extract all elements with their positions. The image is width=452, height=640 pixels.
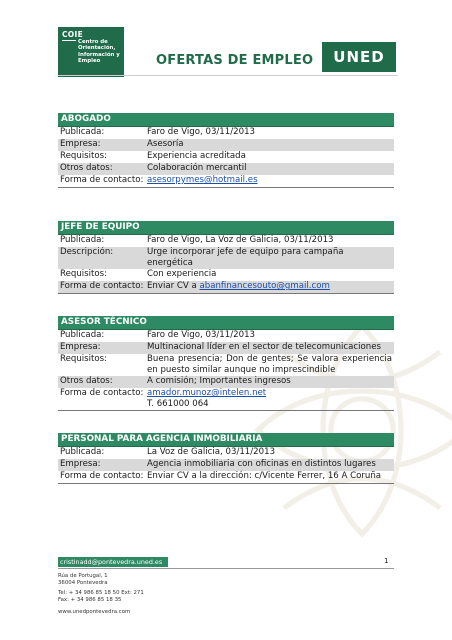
offer-row	[58, 127, 394, 139]
field-value	[147, 281, 394, 293]
uned-logo: UNED	[322, 42, 396, 72]
footer-email[interactable]: cristinadd@pontevedra.uned.es	[58, 557, 168, 567]
offer-row	[58, 376, 394, 388]
logo-desc-line: Centro de	[78, 39, 108, 45]
offer-jefe-de-equipo	[58, 221, 394, 294]
field-label: Publicada:	[60, 127, 105, 137]
field-value	[147, 175, 394, 187]
contact-email-link[interactable]: amador.munoz@intelen.net	[147, 388, 267, 398]
field-label: Otros datos:	[60, 376, 113, 386]
fax-line: Fax: + 34 986 85 18 35	[58, 597, 122, 603]
logo-desc-line: Empleo	[78, 58, 101, 65]
field-label: Requisitos:	[60, 151, 108, 161]
coie-logo-description	[78, 39, 124, 65]
offer-title: PERSONAL PARA AGENCIA INMOBILIARIA	[58, 433, 394, 447]
field-value: A comisión; Importantes ingresos	[147, 376, 291, 386]
field-label: Empresa:	[60, 342, 101, 352]
field-label: Publicada:	[60, 447, 105, 457]
field-value: Enviar CV a la dirección: c/Vicente Ferrer, 16 A Coruña	[147, 471, 382, 481]
offer-row	[58, 342, 394, 354]
offer-row	[58, 447, 394, 459]
address-line: Rúa de Portugal, 1	[58, 573, 108, 579]
field-value: Faro de Vigo, 03/11/2013	[147, 330, 256, 340]
coie-logo	[58, 27, 124, 77]
field-label: Forma de contacto:	[60, 175, 144, 185]
offer-row	[58, 281, 394, 294]
offer-row	[58, 247, 394, 269]
logo-desc-line: Orientación,	[78, 45, 116, 52]
header-divider	[58, 75, 398, 76]
contact-email-link[interactable]: abanfinancesouto@gmail.com	[199, 281, 330, 291]
offer-row	[58, 269, 394, 281]
field-value: La Voz de Galicia, 03/11/2013	[147, 447, 276, 457]
offer-row	[58, 163, 394, 175]
page-number: 1	[384, 557, 389, 565]
field-label: Publicada:	[60, 330, 105, 340]
field-label: Forma de contacto:	[60, 471, 144, 481]
offer-title: JEFE DE EQUIPO	[58, 221, 394, 235]
logo-desc-line: Información y	[78, 51, 120, 58]
page-title: OFERTAS DE EMPLEO	[156, 53, 314, 68]
logo-rule	[62, 40, 76, 41]
offer-row	[58, 139, 394, 151]
offer-row	[58, 388, 394, 411]
contact-text: Enviar CV a	[147, 281, 200, 291]
offer-personal-agencia-inmobiliaria	[58, 433, 394, 484]
contact-email-link[interactable]: asesorpymes@hotmail.es	[147, 175, 258, 185]
offer-asesor-tecnico	[58, 316, 394, 411]
field-label: Publicada:	[60, 235, 105, 245]
footer-phones	[58, 590, 144, 604]
offer-row	[58, 471, 394, 484]
offer-row	[58, 330, 394, 342]
offer-abogado	[58, 113, 394, 188]
field-label: Forma de contacto:	[60, 388, 144, 398]
field-label: Requisitos:	[60, 354, 108, 364]
field-value: Urge incorporar jefe de equipo para campaña energética	[147, 247, 344, 268]
field-value	[147, 388, 394, 410]
field-value: Con experiencia	[147, 269, 217, 279]
phone-line: Tel: + 34 986 85 18 50 Ext: 271	[58, 590, 144, 596]
offer-row	[58, 354, 394, 376]
offer-row	[58, 459, 394, 471]
field-label: Requisitos:	[60, 269, 108, 279]
contact-phone: T. 661000 064	[147, 399, 209, 409]
field-label: Otros datos:	[60, 163, 113, 173]
field-label: Descripción:	[60, 247, 114, 257]
field-value: Experiencia acreditada	[147, 151, 246, 161]
coie-logo-text: COIE	[62, 30, 83, 39]
field-value: Faro de Vigo, La Voz de Galicia, 03/11/2013	[147, 235, 334, 245]
field-value: Faro de Vigo, 03/11/2013	[147, 127, 256, 137]
field-label: Empresa:	[60, 139, 101, 149]
field-value: Colaboración mercantil	[147, 163, 247, 173]
footer-address	[58, 573, 108, 587]
offer-title: ASESOR TÉCNICO	[58, 316, 394, 330]
footer-web[interactable]: www.unedpontevedra.com	[58, 609, 131, 615]
offer-row	[58, 175, 394, 188]
address-line: 36004 Pontevedra	[58, 580, 108, 586]
offer-title: ABOGADO	[58, 113, 394, 127]
field-value: Multinacional líder en el sector de telecomunicaciones	[147, 342, 381, 352]
offer-row	[58, 235, 394, 247]
offer-row	[58, 151, 394, 163]
field-value: Buena presencia; Don de gentes; Se valora experiencia en puesto similar aunque no imprescindible	[147, 354, 392, 375]
field-value: Asesoría	[147, 139, 184, 149]
field-label: Empresa:	[60, 459, 101, 469]
footer-divider	[58, 568, 394, 569]
field-value: Agencia inmobiliaria con oficinas en distintos lugares	[147, 459, 376, 469]
field-label: Forma de contacto:	[60, 281, 144, 291]
